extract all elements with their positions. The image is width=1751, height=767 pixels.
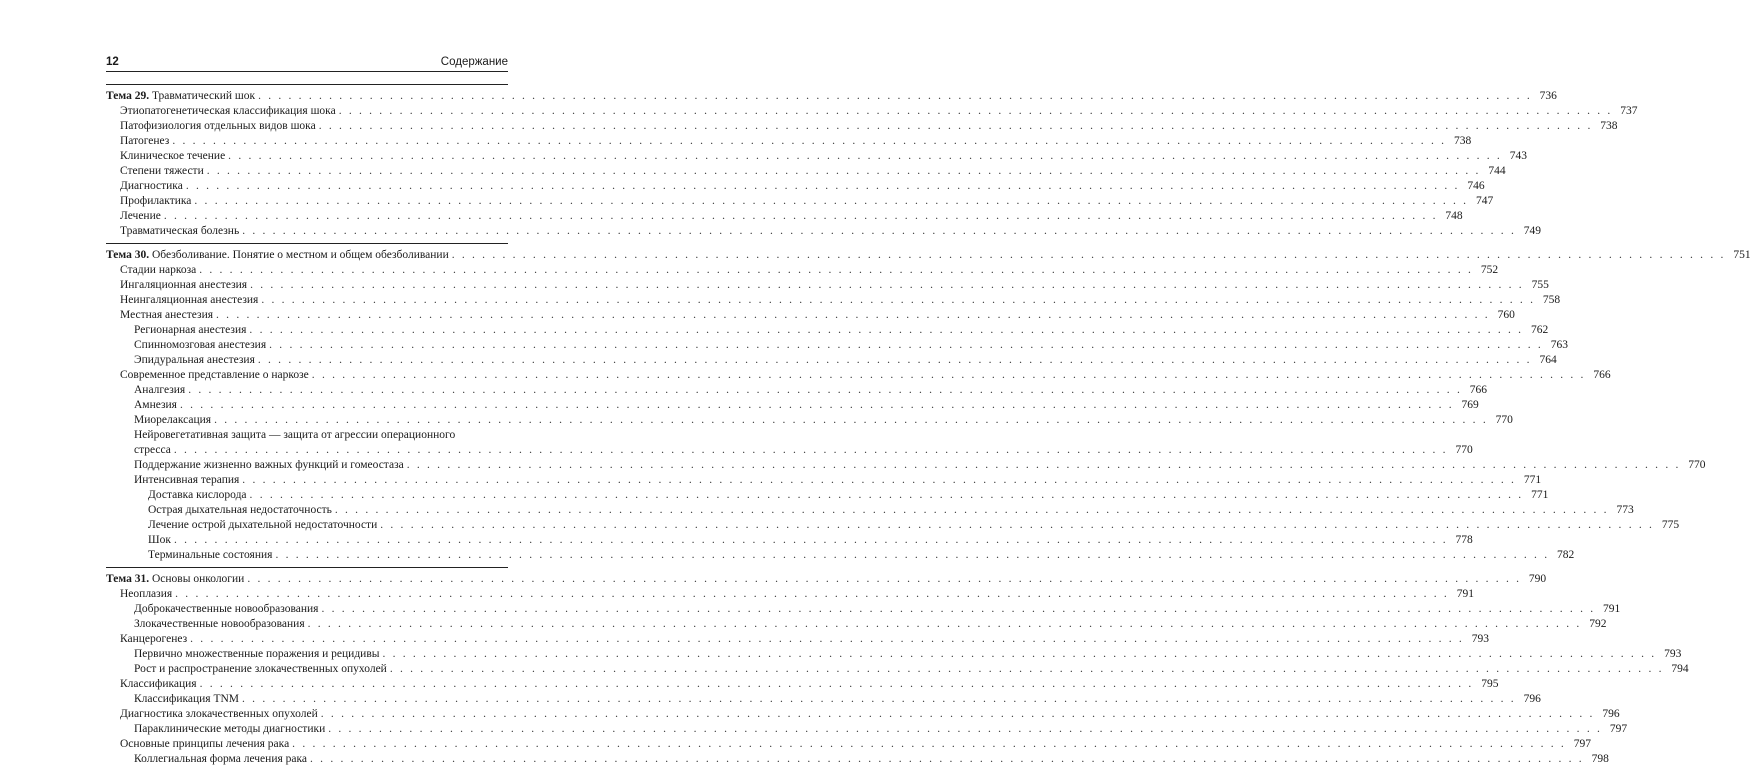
dot-leader — [199, 263, 1473, 278]
entry-page-number: 766 — [1593, 369, 1611, 381]
toc-entry — [106, 473, 1542, 488]
entry-label: Местная анестезия — [120, 309, 214, 321]
dot-leader — [275, 548, 1549, 563]
entry-label: Неингаляционная анестезия — [120, 294, 259, 306]
entry-label: Эпидуральная анестезия — [134, 354, 255, 366]
topic-number: Тема 29. — [106, 90, 150, 102]
entry-page-number: 791 — [1603, 603, 1621, 615]
dot-leader — [250, 278, 1524, 293]
entry-page-number: 797 — [1609, 723, 1628, 735]
toc-entry — [106, 518, 1680, 533]
entry-label: Нейровегетативная защита — защита от агрессии операционного — [134, 429, 456, 441]
toc-entry — [106, 149, 1527, 164]
entry-page-number: 748 — [1445, 210, 1463, 222]
toc-entry — [106, 632, 1489, 647]
toc-entry — [106, 737, 1591, 752]
entry-label: Тема 29. Травматический шок — [106, 90, 256, 102]
toc-entry — [106, 752, 1609, 767]
entry-page-number: 775 — [1661, 519, 1680, 531]
entry-label: Этиопатогенетическая классификация шока — [120, 105, 336, 117]
toc-topic-entry — [106, 89, 1557, 104]
dot-leader — [175, 587, 1449, 602]
entry-page-number: 736 — [1539, 90, 1557, 102]
entry-label: Лечение острой дыхательной недостаточности — [148, 519, 378, 531]
entry-page-number: 758 — [1542, 294, 1561, 306]
entry-label: Шок — [148, 534, 171, 546]
entry-label: Неоплазия — [120, 588, 173, 600]
entry-label: Современное представление о наркозе — [120, 369, 309, 381]
toc-entry — [106, 587, 1474, 602]
toc-entry — [106, 179, 1485, 194]
entry-page-number: 796 — [1602, 708, 1620, 720]
dot-leader — [407, 458, 1681, 473]
entry-page-number: 794 — [1671, 663, 1689, 675]
dot-leader — [250, 488, 1524, 503]
dot-leader — [380, 518, 1654, 533]
entry-label: Первично множественные поражения и рецидивы — [134, 648, 380, 660]
entry-page-number: 770 — [1688, 459, 1706, 471]
dot-leader — [321, 602, 1595, 617]
toc-entry — [106, 353, 1557, 368]
dot-leader — [321, 707, 1595, 722]
entry-page-number: 771 — [1523, 474, 1542, 486]
entry-page-number: 738 — [1600, 120, 1618, 132]
toc-entry — [106, 707, 1620, 722]
entry-page-number: 743 — [1509, 150, 1527, 162]
entry-page-number: 782 — [1557, 549, 1575, 561]
entry-label: Классификация — [120, 678, 197, 690]
entry-label: Поддержание жизненно важных функций и гомеостаза — [134, 459, 404, 471]
dot-leader — [174, 443, 1448, 458]
entry-label: Параклинические методы диагностики — [134, 723, 326, 735]
entry-label: Рост и распространение злокачественных опухолей — [134, 663, 387, 675]
toc-entry — [106, 308, 1515, 323]
toc-section — [106, 248, 1751, 563]
dot-leader — [310, 752, 1584, 767]
entry-page-number: 770 — [1495, 414, 1513, 426]
entry-label: Доставка кислорода — [148, 489, 247, 501]
toc-section — [106, 572, 1689, 767]
toc-topic-entry — [106, 248, 1751, 263]
entry-label: Стадии наркоза — [120, 264, 197, 276]
dot-leader — [190, 632, 1464, 647]
toc-entry — [106, 293, 1561, 308]
topic-number: Тема 31. — [106, 573, 150, 585]
entry-page-number: 738 — [1453, 135, 1472, 147]
toc-entry — [106, 104, 1638, 119]
entry-label: Тема 30. Обезболивание. Понятие о местном и общем обезболивании — [106, 249, 449, 261]
entry-page-number: 766 — [1469, 384, 1488, 396]
entry-page-number: 798 — [1591, 753, 1609, 765]
dot-leader — [319, 119, 1593, 134]
dot-leader — [269, 338, 1543, 353]
entry-label: Коллегиальная форма лечения рака — [134, 753, 308, 765]
entry-label: стресса — [134, 444, 171, 456]
toc-entry — [106, 677, 1499, 692]
topic-number: Тема 30. — [106, 249, 150, 261]
toc-topic-entry — [106, 572, 1547, 587]
toc-entry — [106, 323, 1549, 338]
toc-entry — [106, 458, 1706, 473]
entry-label: Злокачественные новообразования — [134, 618, 305, 630]
entry-label: Доброкачественные новообразования — [134, 603, 319, 615]
toc-entry — [106, 548, 1575, 563]
toc-entry — [106, 398, 1479, 413]
entry-page-number: 760 — [1497, 309, 1515, 321]
dot-leader — [194, 194, 1468, 209]
entry-label: Патофизиология отдельных видов шока — [120, 120, 316, 132]
toc-entry — [106, 209, 1463, 224]
dot-leader — [242, 473, 1516, 488]
dot-leader — [312, 368, 1586, 383]
toc-entry — [106, 224, 1542, 239]
entry-page-number: 751 — [1733, 249, 1751, 261]
dot-leader — [228, 149, 1502, 164]
entry-page-number: 763 — [1550, 339, 1568, 351]
entry-label: Интенсивная терапия — [134, 474, 240, 486]
dot-leader — [216, 308, 1490, 323]
toc-entry — [106, 164, 1506, 179]
dot-leader — [382, 647, 1656, 662]
dot-leader — [247, 572, 1521, 587]
entry-page-number: 746 — [1467, 180, 1485, 192]
entry-page-number: 795 — [1481, 678, 1499, 690]
toc-entry — [106, 194, 1494, 209]
entry-label: Патогенез — [120, 135, 170, 147]
entry-label: Терминальные состояния — [148, 549, 273, 561]
entry-label: Спинномозговая анестезия — [134, 339, 267, 351]
section-divider — [106, 567, 508, 568]
toc-entry — [106, 533, 1473, 548]
toc-entry — [106, 278, 1549, 293]
entry-page-number: 744 — [1488, 165, 1506, 177]
entry-label: Острая дыхательная недостаточность — [148, 504, 332, 516]
dot-leader — [328, 722, 1602, 737]
entry-page-number: 792 — [1589, 618, 1607, 630]
toc-entry — [106, 662, 1689, 677]
entry-label: Основные принципы лечения рака — [120, 738, 290, 750]
entry-page-number: 773 — [1616, 504, 1634, 516]
dot-leader — [242, 692, 1516, 707]
section-divider — [106, 84, 508, 85]
toc-entry — [106, 722, 1628, 737]
entry-page-number: 749 — [1523, 225, 1542, 237]
entry-label: Профилактика — [120, 195, 192, 207]
dot-leader — [214, 413, 1488, 428]
dot-leader — [339, 104, 1613, 119]
table-of-contents — [106, 80, 1751, 767]
entry-page-number: 790 — [1528, 573, 1547, 585]
toc-entry — [106, 383, 1488, 398]
dot-leader — [390, 662, 1664, 677]
running-header — [106, 50, 508, 72]
toc-entry — [106, 503, 1634, 518]
entry-page-number: 793 — [1664, 648, 1682, 660]
entry-label: Травматическая болезнь — [120, 225, 240, 237]
entry-label: Классификация TNM — [134, 693, 240, 705]
entry-label: Степени тяжести — [120, 165, 204, 177]
running-title: Содержание — [440, 56, 508, 68]
entry-page-number: 755 — [1531, 279, 1549, 291]
dot-leader — [452, 248, 1726, 263]
entry-label: Миорелаксация — [134, 414, 212, 426]
toc-entry — [106, 647, 1682, 662]
entry-page-number: 770 — [1455, 444, 1473, 456]
toc-entry — [106, 602, 1621, 617]
entry-label: Диагностика — [120, 180, 183, 192]
entry-page-number: 737 — [1620, 105, 1638, 117]
entry-label: Ингаляционная анестезия — [120, 279, 248, 291]
entry-page-number: 797 — [1573, 738, 1591, 750]
entry-page-number: 752 — [1480, 264, 1499, 276]
toc-entry — [106, 692, 1541, 707]
dot-leader — [242, 224, 1516, 239]
dot-leader — [186, 179, 1460, 194]
entry-page-number: 791 — [1456, 588, 1474, 600]
dot-leader — [261, 293, 1535, 308]
entry-label: Амнезия — [134, 399, 177, 411]
dot-leader — [249, 323, 1523, 338]
entry-page-number: 747 — [1475, 195, 1494, 207]
entry-page-number: 796 — [1523, 693, 1541, 705]
entry-page-number: 771 — [1531, 489, 1549, 501]
dot-leader — [292, 737, 1566, 752]
toc-entry — [106, 338, 1568, 353]
entry-label: Клиническое течение — [120, 150, 226, 162]
toc-entry — [106, 617, 1607, 632]
page-number: 12 — [106, 56, 119, 68]
dot-leader — [188, 383, 1462, 398]
dot-leader — [335, 503, 1609, 518]
dot-leader — [164, 209, 1438, 224]
toc-entry — [106, 134, 1472, 149]
toc-entry — [106, 488, 1549, 503]
toc-entry — [106, 443, 1473, 458]
entry-page-number: 769 — [1461, 399, 1479, 411]
dot-leader — [308, 617, 1582, 632]
dot-leader — [180, 398, 1454, 413]
toc-entry — [106, 428, 508, 443]
dot-leader — [207, 164, 1481, 179]
toc-entry — [106, 263, 1499, 278]
entry-page-number: 793 — [1471, 633, 1489, 645]
toc-section — [106, 89, 1638, 239]
entry-label: Канцерогенез — [120, 633, 188, 645]
dot-leader — [258, 89, 1532, 104]
entry-page-number: 764 — [1539, 354, 1557, 366]
dot-leader — [174, 533, 1448, 548]
toc-entry — [106, 119, 1618, 134]
entry-label: Аналгезия — [134, 384, 186, 396]
entry-label: Регионарная анестезия — [134, 324, 247, 336]
entry-label: Диагностика злокачественных опухолей — [120, 708, 318, 720]
entry-page-number: 778 — [1455, 534, 1473, 546]
section-divider — [106, 243, 508, 244]
dot-leader — [200, 677, 1474, 692]
dot-leader — [258, 353, 1532, 368]
toc-entry — [106, 413, 1513, 428]
entry-label: Лечение — [120, 210, 161, 222]
entry-page-number: 762 — [1531, 324, 1549, 336]
dot-leader — [172, 134, 1446, 149]
entry-label: Тема 31. Основы онкологии — [106, 573, 245, 585]
toc-entry — [106, 368, 1611, 383]
